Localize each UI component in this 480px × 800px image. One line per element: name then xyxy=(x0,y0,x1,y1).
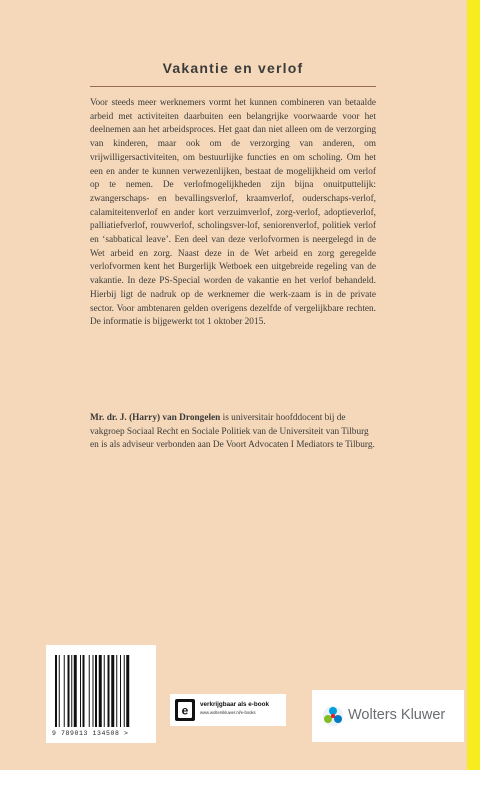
title-divider xyxy=(90,86,376,87)
author-bio xyxy=(90,412,376,453)
ebook-title: verkrijgbaar als e-book xyxy=(200,701,269,708)
author-name: Mr. dr. J. (Harry) van Drongelen xyxy=(90,413,221,423)
isbn-barcode xyxy=(46,645,156,743)
publisher-name: Wolters Kluwer xyxy=(348,707,446,723)
ebook-icon xyxy=(174,698,196,722)
isbn-digits: 9 789013 134508 > xyxy=(52,730,129,737)
wolters-kluwer-logo-icon xyxy=(322,705,344,727)
author-description: is universitair hoofddocent bij de vakgroep Sociaal Recht en Sociale Politiek van de Universiteit van Tilburg en is als adviseur verbonden aan De Voort Advocaten I Mediators te Tilburg. xyxy=(90,413,375,451)
accent-strip xyxy=(467,0,480,770)
ebook-badge xyxy=(170,694,286,726)
ebook-url: www.wolterskluwer.nl/e-books xyxy=(200,710,256,715)
publisher-logo xyxy=(312,690,464,742)
cover-title: Vakantie en verlof xyxy=(162,60,304,76)
cover-body-text: Voor steeds meer werknemers vormt het kunnen combineren van betaalde arbeid met activiteiten daarbuiten een belangrijke voorwaarde voor het deelnemen aan het arbeidsproces. Het gaat dan niet alleen om de verzorging van kinderen, maar ook om de verzorging van anderen, om vrijwilligersactiviteiten, om bestuurlijke functies en om scholing. Om het een en ander te kunnen verwezenlijken, bestaat de mogelijkheid om verlof op te nemen. De verlofmogelijkheden zijn bijna onuitputtelijk: zwangerschaps- en bevallingsverlof, kraamverlof, ouderschaps-verlof, calamiteitenverlof en ander kort verzuimverlof, zorg-verlof, adoptieverlof, palliatiefverlof, rouwverlof, scholingsver-lof, seniorenverlof, politiek verlof en ‘sabbatical leave’. Een deel van deze verlofvormen is neergelegd in de Wet arbeid en zorg. Naast deze in de Wet arbeid en zorg geregelde verlofvormen kent het Burgerlijk Wetboek een uitgebreide regeling van de vakantie. In deze PS-Special worden de vakantie en het verlof behandeld. Hierbij ligt de nadruk op de werknemer die werk-zaam is in de private sector. Voor ambtenaren gelden overigens dezelfde of vergelijkbare rechten. De informatie is bijgewerkt tot 1 oktober 2015. xyxy=(90,98,376,328)
svg-text:e: e xyxy=(181,703,189,718)
barcode-icon xyxy=(54,655,148,727)
